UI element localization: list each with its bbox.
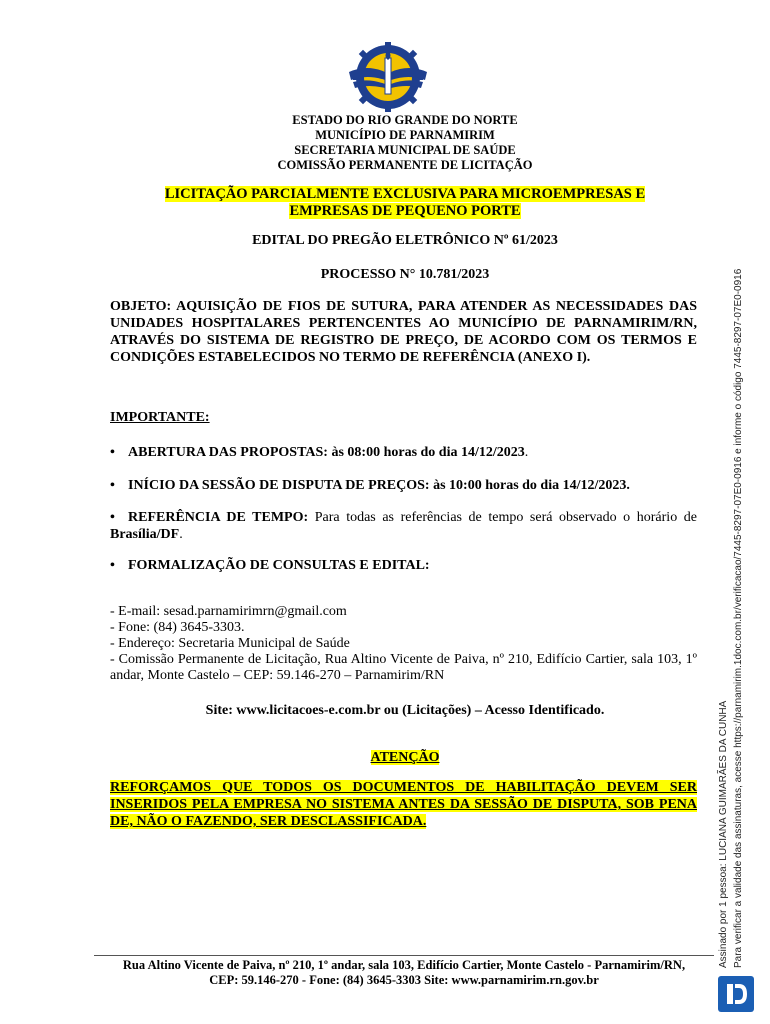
- contact-commission: - Comissão Permanente de Licitação, Rua Altino Vicente de Paiva, nº 210, Edifício Cartier, sala 103, 1º andar, Monte Castelo – CEP: 59.146-270 – Parnamirim/RN: [110, 652, 697, 683]
- contacts-block: [110, 604, 697, 684]
- bullet-inicio: [110, 477, 697, 494]
- header-line-secretariat: SECRETARIA MUNICIPAL DE SAÚDE: [294, 143, 516, 157]
- signature-verification: Para verificar a validade das assinaturas, acesse https://parnamirim.1doc.com.br/verificacao/7445-8297-07E0-0916 e informe o código 7445-8297-07E0-0916: [733, 268, 744, 968]
- formalizacao-text: FORMALIZAÇÃO DE CONSULTAS E EDITAL:: [128, 558, 430, 573]
- processo-number: PROCESSO N° 10.781/2023: [320, 267, 490, 282]
- document-title: [110, 186, 700, 220]
- site-line: Site: www.licitacoes-e.com.br ou (Licitações) – Acesso Identificado.: [205, 703, 605, 718]
- edital-number: EDITAL DO PREGÃO ELETRÔNICO Nº 61/2023: [252, 233, 558, 248]
- abertura-label: ABERTURA DAS PROPOSTAS: [128, 445, 324, 460]
- footer-divider: [94, 955, 714, 956]
- abertura-end: .: [524, 445, 529, 460]
- title-line-1: LICITAÇÃO PARCIALMENTE EXCLUSIVA PARA MICROEMPRESAS E: [164, 186, 646, 202]
- signature-signer: Assinado por 1 pessoa: LUCIANA GUIMARÃES DA CUNHA: [718, 700, 729, 968]
- referencia-end: .: [179, 527, 183, 542]
- bullet-dot-icon: •: [110, 510, 115, 525]
- contact-email: - E-mail: sesad.parnamirimrn@gmail.com: [110, 604, 347, 619]
- bullet-formalizacao: [110, 557, 697, 574]
- atencao-heading: [110, 750, 700, 766]
- title-line-2: EMPRESAS DE PEQUENO PORTE: [289, 203, 521, 219]
- page-footer: [94, 958, 714, 988]
- objeto-paragraph: OBJETO: AQUISIÇÃO DE FIOS DE SUTURA, PARA ATENDER AS NECESSIDADES DAS UNIDADES HOSPITALARES PERTENCENTES AO MUNICÍPIO DE PARNAMIRIM/RN, ATRAVÉS DO SISTEMA DE REGISTRO DE PREÇO, DE ACORDO COM OS TERMOS E CONDIÇÕES ESTABELECIDOS NO TERMO DE REFERÊNCIA (ANEXO I).: [110, 299, 697, 365]
- 1doc-badge-icon[interactable]: [718, 976, 754, 1012]
- bullet-referencia: [110, 509, 697, 543]
- contact-phone: - Fone: (84) 3645-3303.: [110, 620, 245, 635]
- bullet-dot-icon: •: [110, 445, 115, 460]
- referencia-city: Brasília/DF: [110, 527, 180, 542]
- bullet-dot-icon: •: [110, 478, 115, 493]
- reforcamos-text: REFORÇAMOS QUE TODOS OS DOCUMENTOS DE HABILITAÇÃO DEVEM SER INSERIDOS PELA EMPRESA NO SISTEMA ANTES DA SESSÃO DE DISPUTA, SOB PENA DE, NÃO O FAZENDO, SER DESCLASSIFICADA.: [110, 780, 697, 829]
- bullet-abertura: [110, 444, 697, 461]
- contact-address: - Endereço: Secretaria Municipal de Saúde: [110, 636, 350, 651]
- importante-heading: IMPORTANTE:: [110, 410, 210, 425]
- header-line-municipality: MUNICÍPIO DE PARNAMIRIM: [315, 128, 495, 142]
- municipal-emblem-icon: [345, 42, 431, 112]
- header-line-state: ESTADO DO RIO GRANDE DO NORTE: [292, 113, 518, 127]
- referencia-label: REFERÊNCIA DE TEMPO:: [128, 510, 309, 525]
- reforcamos-paragraph: [110, 779, 697, 830]
- footer-line-1: Rua Altino Vicente de Paiva, nº 210, 1º andar, sala 103, Edifício Cartier, Monte Castelo - Parnamirim/RN,: [122, 958, 686, 972]
- atencao-text: ATENÇÃO: [370, 750, 440, 765]
- abertura-value: : às 08:00 horas do dia 14/12/2023: [323, 445, 525, 460]
- referencia-text: Para todas as referências de tempo será observado o horário de: [308, 510, 697, 525]
- inicio-text: INÍCIO DA SESSÃO DE DISPUTA DE PREÇOS: às 10:00 horas do dia 14/12/2023.: [128, 478, 630, 493]
- header-line-commission: COMISSÃO PERMANENTE DE LICITAÇÃO: [277, 158, 533, 172]
- bullet-dot-icon: •: [110, 558, 115, 573]
- footer-line-2: CEP: 59.146-270 - Fone: (84) 3645-3303 Site: www.parnamirim.rn.gov.br: [209, 973, 599, 987]
- institution-header: [110, 113, 700, 173]
